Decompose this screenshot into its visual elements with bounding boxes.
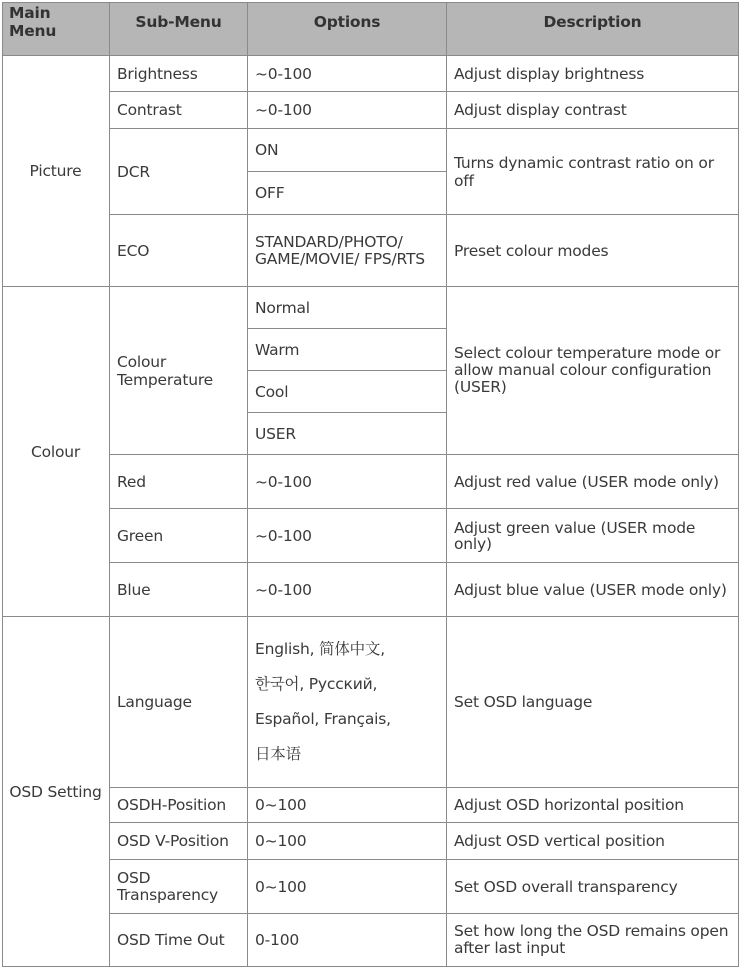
option-dcr-on: ON bbox=[248, 129, 447, 172]
description-osd-time-out: Set how long the OSD remains open after last input bbox=[447, 914, 739, 967]
sub-menu-blue: Blue bbox=[110, 563, 248, 617]
sub-menu-osd-v-position: OSD V-Position bbox=[110, 823, 248, 860]
description-blue: Adjust blue value (USER mode only) bbox=[447, 563, 739, 617]
option-language-list bbox=[248, 617, 447, 788]
sub-menu-red: Red bbox=[110, 455, 248, 509]
description-contrast: Adjust display contrast bbox=[447, 92, 739, 129]
option-contrast-range: ~0-100 bbox=[248, 92, 447, 129]
description-brightness: Adjust display brightness bbox=[447, 56, 739, 92]
header-options: Options bbox=[248, 2, 447, 56]
option-colour-temp-normal: Normal bbox=[248, 287, 447, 329]
sub-menu-osd-time-out: OSD Time Out bbox=[110, 914, 248, 967]
sub-menu-osd-h-position: OSDH-Position bbox=[110, 788, 248, 823]
option-osd-h-position-range: 0~100 bbox=[248, 788, 447, 823]
sub-menu-dcr: DCR bbox=[110, 129, 248, 215]
description-osd-h-position: Adjust OSD horizontal position bbox=[447, 788, 739, 823]
sub-menu-osd-transparency: OSD Transparency bbox=[110, 860, 248, 914]
sub-menu-colour-temperature: Colour Temperature bbox=[110, 287, 248, 455]
option-osd-transparency-range: 0~100 bbox=[248, 860, 447, 914]
main-menu-colour: Colour bbox=[2, 287, 110, 617]
option-osd-v-position-range: 0~100 bbox=[248, 823, 447, 860]
option-blue-range: ~0-100 bbox=[248, 563, 447, 617]
description-colour-temperature: Select colour temperature mode or allow manual colour configuration (USER) bbox=[447, 287, 739, 455]
option-colour-temp-warm: Warm bbox=[248, 329, 447, 371]
sub-menu-eco: ECO bbox=[110, 215, 248, 287]
description-eco: Preset colour modes bbox=[447, 215, 739, 287]
description-dcr: Turns dynamic contrast ratio on or off bbox=[447, 129, 739, 215]
header-sub-menu: Sub-Menu bbox=[110, 2, 248, 56]
main-menu-osd-setting: OSD Setting bbox=[2, 617, 110, 967]
description-red: Adjust red value (USER mode only) bbox=[447, 455, 739, 509]
header-main-menu: Main Menu bbox=[2, 2, 110, 56]
option-colour-temp-user: USER bbox=[248, 413, 447, 455]
option-colour-temp-cool: Cool bbox=[248, 371, 447, 413]
option-dcr-off: OFF bbox=[248, 172, 447, 215]
option-language-line-1: English, 简体中文, bbox=[255, 640, 385, 658]
option-green-range: ~0-100 bbox=[248, 509, 447, 563]
header-description: Description bbox=[447, 2, 739, 56]
option-brightness-range: ~0-100 bbox=[248, 56, 447, 92]
description-osd-v-position: Adjust OSD vertical position bbox=[447, 823, 739, 860]
option-osd-time-out-range: 0-100 bbox=[248, 914, 447, 967]
sub-menu-language: Language bbox=[110, 617, 248, 788]
option-language-line-2: 한국어, Русский, bbox=[255, 675, 378, 693]
description-osd-transparency: Set OSD overall transparency bbox=[447, 860, 739, 914]
description-green: Adjust green value (USER mode only) bbox=[447, 509, 739, 563]
sub-menu-green: Green bbox=[110, 509, 248, 563]
option-eco-modes: STANDARD/PHOTO/ GAME/MOVIE/ FPS/RTS bbox=[248, 215, 447, 287]
option-language-line-3: Español, Français, bbox=[255, 710, 391, 728]
sub-menu-brightness: Brightness bbox=[110, 56, 248, 92]
description-language: Set OSD language bbox=[447, 617, 739, 788]
option-language-line-4: 日本语 bbox=[255, 745, 301, 763]
sub-menu-contrast: Contrast bbox=[110, 92, 248, 129]
option-red-range: ~0-100 bbox=[248, 455, 447, 509]
main-menu-picture: Picture bbox=[2, 56, 110, 287]
